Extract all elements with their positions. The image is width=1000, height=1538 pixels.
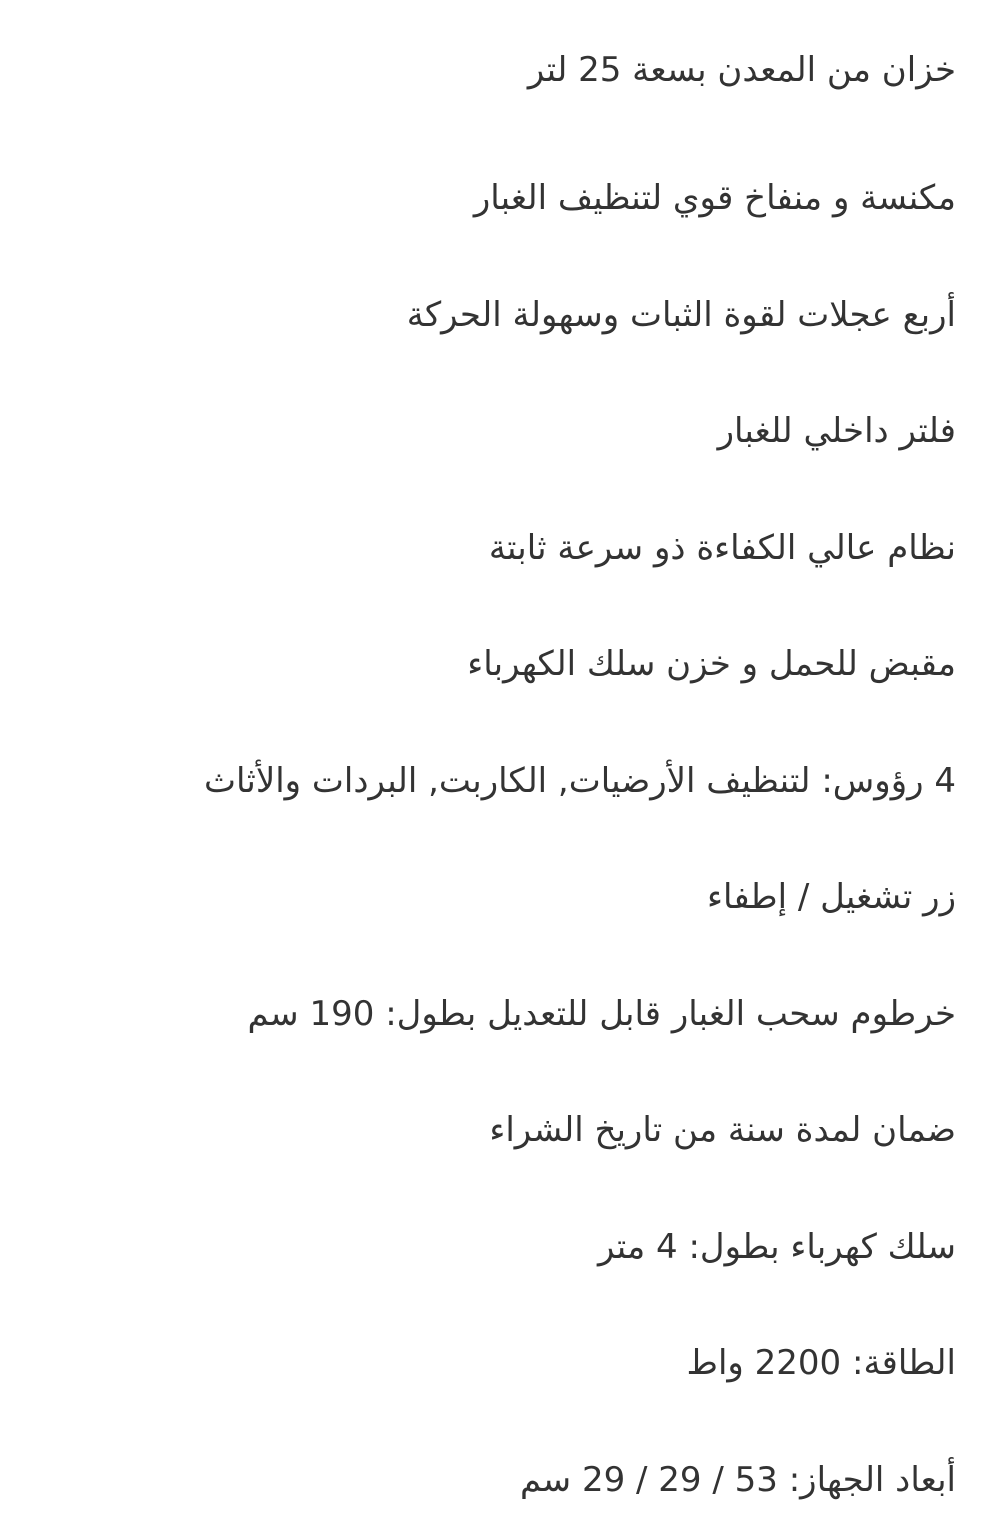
spec-vacuum-blower: مكنسة و منفاخ قوي لتنظيف الغبار <box>36 140 956 257</box>
spec-four-heads: 4 رؤوس: لتنظيف الأرضيات, الكاربت, البردات والأثاث <box>36 723 956 840</box>
spec-power-rating: الطاقة: 2200 واط <box>36 1305 956 1422</box>
spec-efficiency-system: نظام عالي الكفاءة ذو سرعة ثابتة <box>36 490 956 607</box>
spec-dimensions: أبعاد الجهاز: 53 / 29 / 29 سم <box>36 1422 956 1538</box>
spec-warranty: ضمان لمدة سنة من تاريخ الشراء <box>36 1072 956 1189</box>
spec-handle-cord-storage: مقبض للحمل و خزن سلك الكهرباء <box>36 606 956 723</box>
spec-power-switch: زر تشغيل / إطفاء <box>36 839 956 956</box>
spec-power-cord: سلك كهرباء بطول: 4 متر <box>36 1189 956 1306</box>
spec-four-wheels: أربع عجلات لقوة الثبات وسهولة الحركة <box>36 257 956 374</box>
spec-internal-filter: فلتر داخلي للغبار <box>36 373 956 490</box>
spec-suction-hose: خرطوم سحب الغبار قابل للتعديل بطول: 190 سم <box>36 956 956 1073</box>
product-spec-list <box>36 0 956 1538</box>
spec-tank-capacity: خزان من المعدن بسعة 25 لتر <box>36 0 956 140</box>
